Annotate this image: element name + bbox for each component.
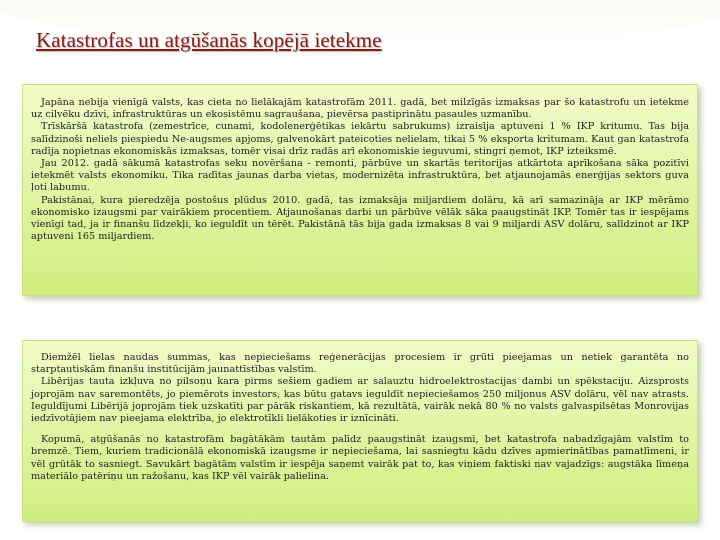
paragraph-liberia: Libērijas tauta izkļuva no pilsoņu kara pirms sešiem gadiem ar salauztu hidroelektrostacijas dambi un spēkstaciju. Aizsprosts joprojām nav saremontēts, jo piemērots investors, kas būtu gatavs ieguldīt nepieciešamos 250 miljonus ASV dolāru, vēl nav atrasts. Ieguldījumi Libērijā joprojām tiek uzskatīti par pārāk riskantiem, kā rezultātā, vairāk nekā 80 % no valsts galvaspilsētas Monrovijas iedzīvotājiem nav pieejama elektrība, jo elektrotīkli lielākoties ir iznīcināti. xyxy=(31,376,689,425)
paragraph-funding: Diemžēl lielas naudas summas, kas nepieciešams reģenerācijas procesiem ir grūti pieejamas un netiek garantēta no starptautiskām finanšu institūcijām jaunattīstības valstīm. xyxy=(31,352,689,376)
paragraph-japan-intro: Japāna nebija vienīgā valsts, kas cieta no lielākajām katastrofām 2011. gadā, bet milzīgās izmaksas par šo katastrofu un ietekme uz cilvēku dzīvi, infrastruktūras un ekosistēmu sagraušana, pievērsa pastiprinātu pasaules uzmanību. xyxy=(31,97,689,121)
text-box-upper xyxy=(22,84,698,296)
paragraph-triple-disaster: Trīskāršā katastrofa (zemestrīce, cunami, kodolenerģētikas iekārtu sabrukums) izraisīja aptuveni 1 % IKP kritumu. Tas bija salīdzinoši neliels piespiedu Ne-augsmes apjoms, galvenokārt pateicoties nelielam, tikai 5 % eksporta kritumam. Kaut gan katastrofa radīja nopietnas ekonomiskās izmaksas, tomēr visai drīz radās arī ekonomiskie ieguvumi, stingri ņemot, IKP izteiksmē. xyxy=(31,121,689,157)
paragraph-recovery-2012: Jau 2012. gadā sākumā katastrofas seku novēršana - remonti, pārbūve un skartās teritorijas atkārtota aprīkošana sāka pozitīvi ietekmēt valsts ekonomiku. Tika radītas jaunas darba vietas, modernizēta infrastruktūra, bet atjaunojamās enerģijas sektors guva ļoti labumu. xyxy=(31,158,689,194)
slide-title: Katastrofas un atgūšanās kopējā ietekme xyxy=(36,28,382,52)
paragraph-conclusion: Kopumā, atgūšanās no katastrofām bagātākām tautām palīdz paaugstināt izaugsmi, bet katastrofa nabadzīgajām valstīm to bremzē. Tiem, kuriem tradicionālā ekonomiskā izaugsme ir nepieciešama, lai sasniegtu kādu dzīves apmierinātības pamatlīmeni, ir vēl grūtāk to sasniegt. Savukārt bagātām valstīm ir iespēja saņemt vairāk pat to, kas viņiem faktiski nav vajadzīgs: augstāka līmeņa materiālo patēriņu un ražošanu, kas IKP vēl vairāk palielina. xyxy=(31,434,689,482)
paragraph-pakistan: Pakistānai, kura pieredzēja postošus plūdus 2010. gadā, tas izmaksāja miljardiem dolāru, kā arī samazināja ar IKP mērāmo ekonomisko izaugsmi par vairākiem procentiem. Atjaunošanas darbi un pārbūve vēlāk sāka paaugstināt IKP. Tomēr tas ir iespējams vienīgi tad, ja ir finanšu līdzekļi, ko ieguldīt un tērēt. Pakistānā tās bija gada izmaksas 8 vai 9 miljardi ASV dolāru, salīdzinot ar IKP aptuveni 165 miljardiem. xyxy=(31,194,689,243)
paragraph-gap xyxy=(31,425,689,434)
text-box-lower xyxy=(22,340,698,522)
